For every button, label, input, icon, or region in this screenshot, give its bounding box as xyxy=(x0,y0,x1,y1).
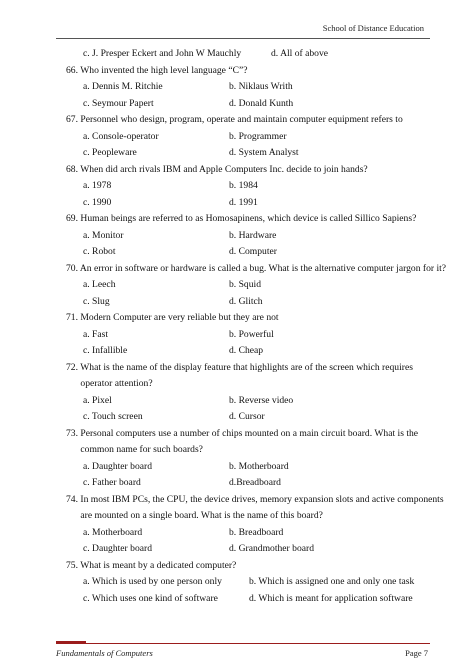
option-row xyxy=(66,79,446,96)
question-list xyxy=(66,46,446,607)
option-row xyxy=(66,475,446,492)
option-row xyxy=(66,178,446,195)
question-text: 67. Personnel who design, program, operate and maintain computer equipment refers to xyxy=(66,114,403,125)
option-row xyxy=(66,409,446,426)
option-right: b. Motherboard xyxy=(229,460,289,472)
question-text: 72. What is the name of the display feature that highlights are of the screen which requires xyxy=(66,361,413,373)
option-row xyxy=(66,294,446,311)
option-left: a. 1978 xyxy=(83,180,112,191)
option-left: a. Pixel xyxy=(83,394,112,406)
question-text: 74. In most IBM PCs, the CPU, the device drives, memory expansion slots and active components xyxy=(66,493,444,505)
option-left: a. Leech xyxy=(83,279,116,290)
question-text: 75. What is meant by a dedicated computer? xyxy=(66,559,237,571)
question-text: operator attention? xyxy=(66,378,153,389)
option-row xyxy=(66,541,446,558)
option-row xyxy=(66,591,446,608)
option-left: c. Infallible xyxy=(83,345,128,356)
option-left: a. Daughter board xyxy=(83,460,152,472)
option-right: d. Which is meant for application software xyxy=(249,592,413,604)
option-right: d. Glitch xyxy=(229,295,263,307)
option-left: c. Slug xyxy=(83,295,110,307)
option-row xyxy=(66,129,446,146)
option-row xyxy=(66,393,446,410)
option-right: b. Niklaus Writh xyxy=(229,81,293,92)
header-rule xyxy=(56,38,430,39)
question-text: 68. When did arch rivals IBM and Apple Computers Inc. decide to join hands? xyxy=(66,163,368,175)
option-right: d. Donald Kunth xyxy=(229,97,294,109)
option-row xyxy=(66,343,446,360)
option-left: a. Fast xyxy=(83,328,109,340)
question-text: 66. Who invented the high level language “C”? xyxy=(66,64,248,76)
option-row xyxy=(66,228,446,245)
option-right: d. Grandmother board xyxy=(229,543,314,554)
option-right: b. 1984 xyxy=(229,180,258,191)
option-row xyxy=(66,195,446,212)
option-right: d. Cheap xyxy=(229,345,264,356)
question-text: 73. Personal computers use a number of chips mounted on a main circuit board. What is the xyxy=(66,427,419,439)
question-text: 71. Modern Computer are very reliable but they are not xyxy=(66,312,279,323)
option-row xyxy=(66,327,446,344)
option-right: d. Cursor xyxy=(229,411,265,422)
option-right: d. 1991 xyxy=(229,196,258,208)
option-right: d.Breadboard xyxy=(229,477,281,488)
option-right: b. Reverse video xyxy=(229,394,294,406)
option-left: a. Console-operator xyxy=(83,130,159,142)
option-right: b. Which is assigned one and only one task xyxy=(249,576,415,587)
option-right: d. Computer xyxy=(229,246,277,257)
option-row xyxy=(66,277,446,294)
option-row xyxy=(66,525,446,542)
option-left: a. Which is used by one person only xyxy=(83,576,222,587)
page-number: Page 7 xyxy=(405,648,428,658)
option-right: b. Hardware xyxy=(229,229,277,241)
option-left: c. J. Presper Eckert and John W Mauchly xyxy=(83,48,242,59)
option-left: c. Father board xyxy=(83,477,141,488)
option-row xyxy=(66,244,446,261)
option-row xyxy=(66,574,446,591)
option-right: b. Squid xyxy=(229,279,261,290)
question-text: 70. An error in software or hardware is called a bug. What is the alternative computer jargon for it? xyxy=(66,262,447,274)
option-row xyxy=(66,96,446,113)
option-left: a. Motherboard xyxy=(83,526,143,538)
footer-course-title: Fundamentals of Computers xyxy=(56,648,153,658)
question-text: are mounted on a single board. What is the name of this board? xyxy=(66,510,323,521)
question-text: 69. Human beings are referred to as Homosapinens, which device is called Sillico Sapiens? xyxy=(66,213,417,224)
page-header: School of Distance Education xyxy=(322,23,424,33)
option-right: d. All of above xyxy=(271,48,329,59)
option-left: a. Monitor xyxy=(83,229,124,241)
option-row xyxy=(66,46,446,63)
option-right: d. System Analyst xyxy=(229,147,299,158)
option-right: b. Programmer xyxy=(229,130,287,142)
option-row xyxy=(66,145,446,162)
option-left: c. Peopleware xyxy=(83,147,137,158)
option-left: c. Daughter board xyxy=(83,543,152,554)
option-left: c. Touch screen xyxy=(83,411,143,422)
option-left: c. Which uses one kind of software xyxy=(83,592,218,604)
option-row xyxy=(66,459,446,476)
footer-rule xyxy=(56,643,430,644)
option-left: c. Robot xyxy=(83,246,116,257)
option-left: a. Dennis M. Ritchie xyxy=(83,81,163,92)
option-left: c. 1990 xyxy=(83,196,112,208)
option-right: b. Powerful xyxy=(229,328,274,340)
option-right: b. Breadboard xyxy=(229,526,284,538)
question-text: common name for such boards? xyxy=(66,444,203,455)
option-left: c. Seymour Papert xyxy=(83,97,154,109)
